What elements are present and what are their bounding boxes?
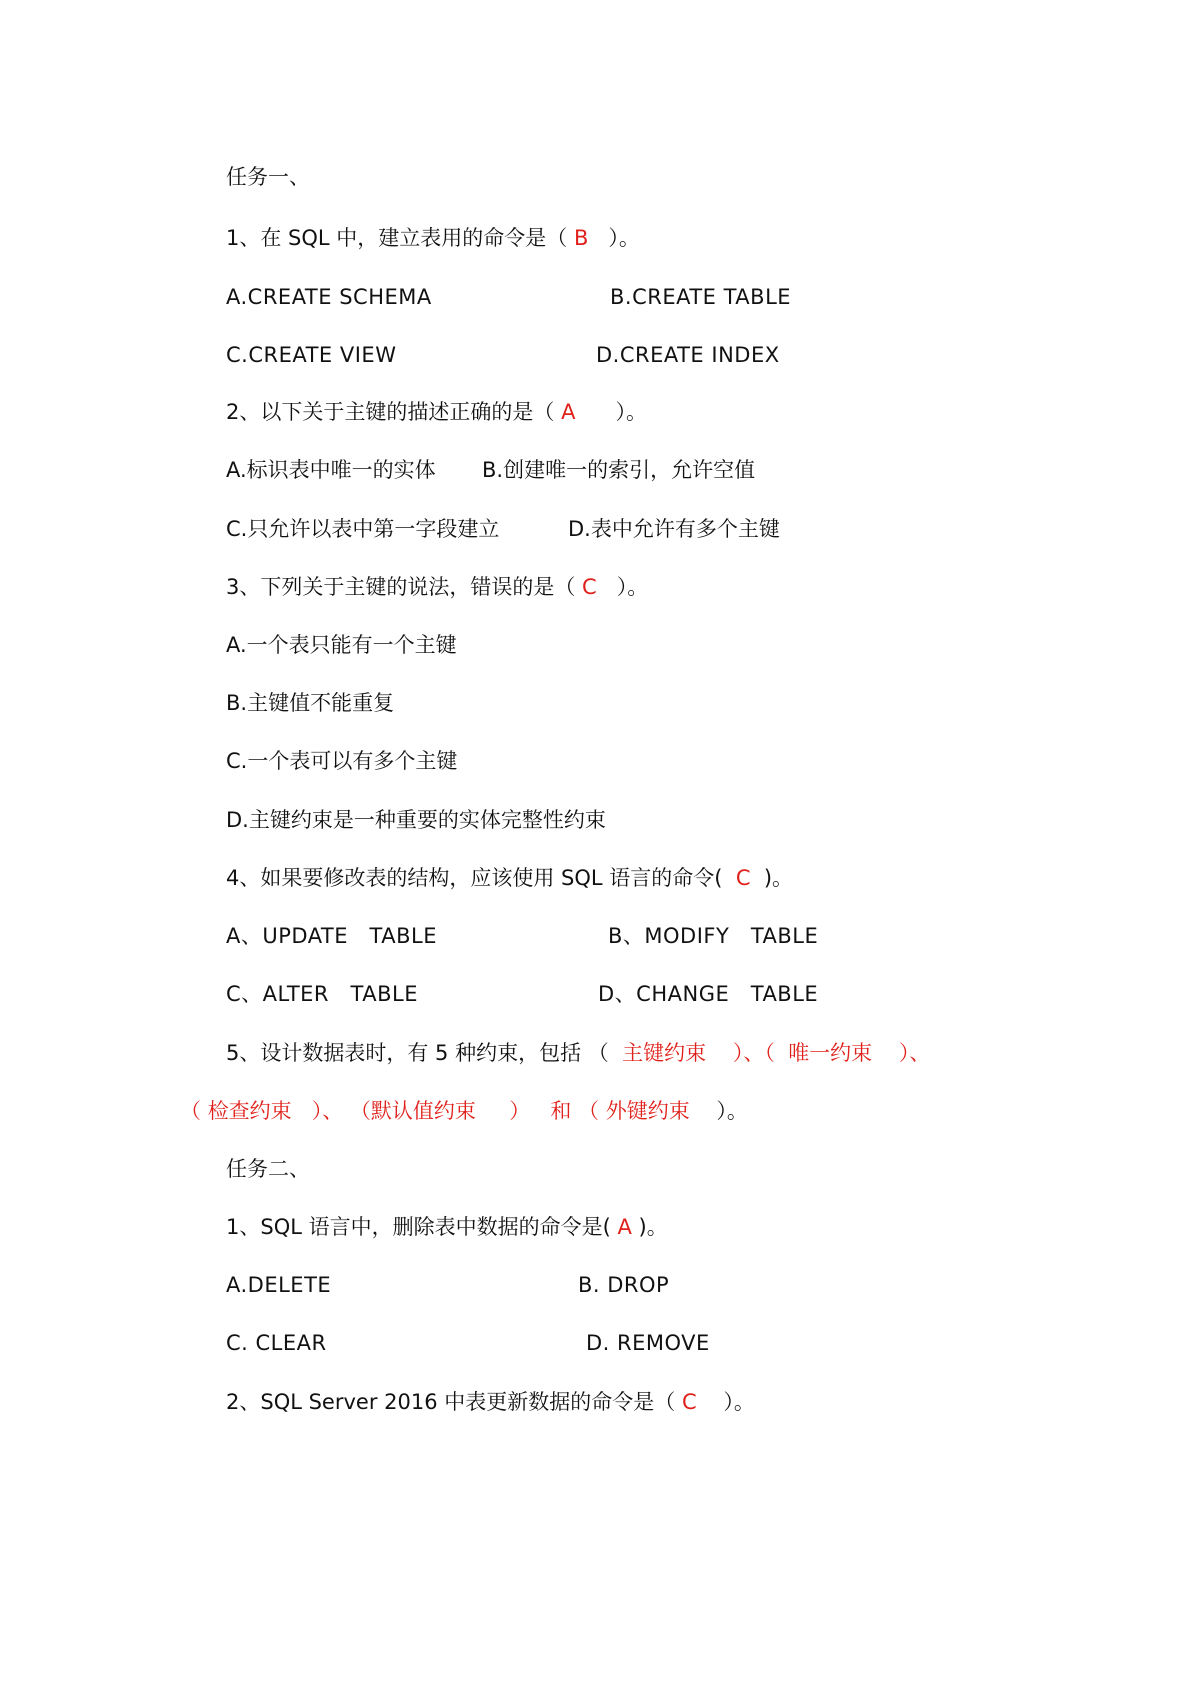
task2-question-2 xyxy=(226,1387,755,1417)
option-d: D. REMOVE xyxy=(586,1331,710,1355)
option-d: D.CREATE INDEX xyxy=(596,343,780,367)
answer-1: 主键约束 xyxy=(622,1041,707,1065)
option-a: A.标识表中唯一的实体 xyxy=(226,458,436,482)
question-text: 1、在 SQL 中，建立表用的命令是（ xyxy=(226,226,568,250)
question-text-end: )。 xyxy=(763,866,794,890)
answer-5: 外键约束 xyxy=(605,1099,690,1123)
answer-4: 默认值约束 xyxy=(370,1099,476,1123)
separator: 、 xyxy=(743,1041,765,1065)
question-text: 5、设计数据表时，有 5 种约束，包括 xyxy=(226,1041,582,1065)
question-text-end: )。 xyxy=(638,1215,668,1239)
task1-q4-options-cd xyxy=(226,979,819,1009)
answer-2: 唯一约束 xyxy=(788,1041,873,1065)
option-d: D.表中允许有多个主键 xyxy=(568,517,780,541)
task1-q4-options-ab xyxy=(226,921,819,951)
question-text-end: ）。 xyxy=(615,400,647,424)
option-c: C. CLEAR xyxy=(226,1331,327,1355)
option-b: B. DROP xyxy=(578,1273,670,1297)
question-text: 2、SQL Server 2016 中表更新数据的命令是（ xyxy=(226,1390,676,1414)
answer: C xyxy=(681,1390,697,1414)
open-paren: （ xyxy=(764,1041,775,1065)
close-paren: ） xyxy=(509,1099,531,1123)
answer: A xyxy=(617,1215,632,1239)
separator: 、 xyxy=(909,1041,931,1065)
task2-question-1 xyxy=(226,1212,668,1242)
and-word: 和 xyxy=(550,1099,572,1123)
task2-q1-options-ab xyxy=(226,1270,670,1300)
task1-q2-options-ab xyxy=(226,455,756,485)
question-text: 2、以下关于主键的描述正确的是（ xyxy=(226,400,555,424)
answer: C xyxy=(735,866,751,890)
question-text: 1、SQL 语言中，删除表中数据的命令是( xyxy=(226,1215,611,1239)
question-text-end: ）。 xyxy=(608,226,640,250)
task2-q1-options-cd xyxy=(226,1328,710,1358)
option-b: B.创建唯一的索引，允许空值 xyxy=(482,458,756,482)
task1-question-2 xyxy=(226,397,647,427)
open-paren: （ xyxy=(587,1041,609,1065)
option-c: C.只允许以表中第一字段建立 xyxy=(226,517,500,541)
question-text: 4、如果要修改表的结构，应该使用 SQL 语言的命令( xyxy=(226,866,723,890)
task1-q3-option-b: B.主键值不能重复 xyxy=(226,691,395,715)
close-paren: ） xyxy=(898,1041,910,1065)
task1-q1-options-ab xyxy=(226,282,792,312)
close-paren: ） xyxy=(716,1099,727,1123)
question-text-end: ）。 xyxy=(723,1390,755,1414)
task2-heading: 任务二、 xyxy=(226,1157,310,1181)
open-paren: （ xyxy=(578,1099,600,1123)
option-b: B.CREATE TABLE xyxy=(610,285,792,309)
task1-q1-options-cd xyxy=(226,340,780,370)
question-text-end: 。 xyxy=(726,1099,748,1123)
task1-question-1 xyxy=(226,223,640,253)
task1-question-4 xyxy=(226,863,793,893)
answer: C xyxy=(582,575,597,599)
option-a: A.CREATE SCHEMA xyxy=(226,285,432,309)
task1-q3-option-a: A.一个表只能有一个主键 xyxy=(226,633,457,657)
task1-q2-options-cd xyxy=(226,514,780,544)
task1-question-5-cont xyxy=(180,1096,748,1126)
option-d: D、CHANGE TABLE xyxy=(598,982,819,1006)
answer: A xyxy=(561,400,576,424)
question-text: 3、下列关于主键的说法，错误的是（ xyxy=(226,575,576,599)
option-c: C、ALTER TABLE xyxy=(226,982,418,1006)
open-paren: （ xyxy=(349,1099,371,1123)
option-a: A.DELETE xyxy=(226,1273,332,1297)
task1-q3-option-c: C.一个表可以有多个主键 xyxy=(226,749,458,773)
task1-question-5 xyxy=(226,1038,930,1068)
close-paren: ） xyxy=(311,1099,323,1123)
task1-question-3 xyxy=(226,572,648,602)
task1-heading: 任务一、 xyxy=(226,165,310,189)
close-paren: ） xyxy=(732,1041,744,1065)
option-c: C.CREATE VIEW xyxy=(226,343,397,367)
separator: 、 xyxy=(322,1099,344,1123)
task1-q3-option-d: D.主键约束是一种重要的实体完整性约束 xyxy=(226,808,606,832)
answer-3: 检查约束 xyxy=(207,1099,292,1123)
open-paren: （ xyxy=(180,1099,201,1123)
option-b: B、MODIFY TABLE xyxy=(608,924,819,948)
option-a: A、UPDATE TABLE xyxy=(226,924,437,948)
question-text-end: ）。 xyxy=(616,575,649,599)
answer: B xyxy=(573,226,589,250)
